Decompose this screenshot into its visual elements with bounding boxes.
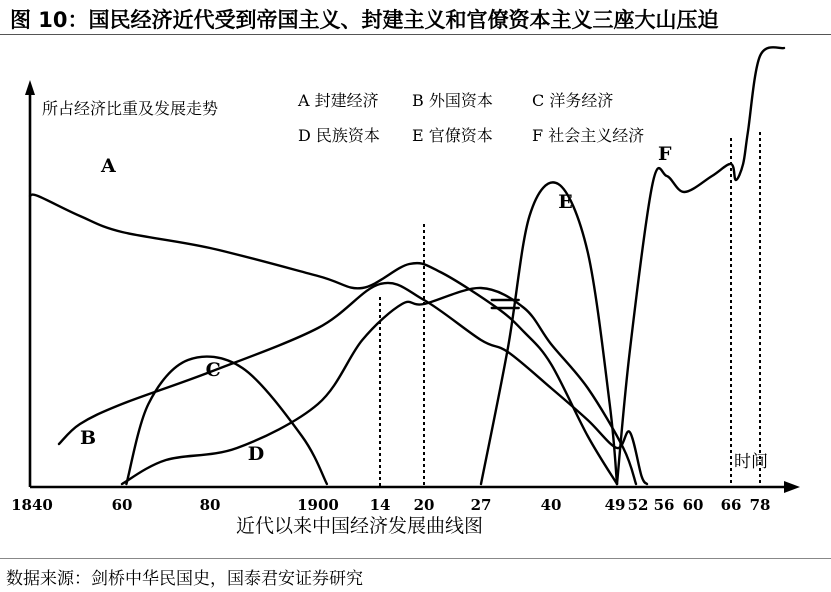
x-tick-40: 40 [540, 496, 562, 514]
series-line-b [59, 283, 647, 484]
x-axis-title: 近代以来中国经济发展曲线图 [236, 515, 484, 537]
x-tick-labels [11, 496, 770, 514]
legend-item-d: D 民族资本 [298, 126, 380, 145]
series-line-f [617, 47, 784, 484]
x-tick-1840: 1840 [11, 496, 53, 514]
source-divider [0, 558, 831, 559]
x-axis-arrow-icon [784, 481, 800, 493]
x-tick-66: 66 [720, 496, 742, 514]
series-label-c: C [205, 359, 221, 381]
x-tick-60: 60 [682, 496, 704, 514]
legend [297, 91, 644, 145]
x-tick-1900: 1900 [297, 496, 339, 514]
series-line-e [481, 182, 617, 484]
y-axis-arrow-icon [25, 80, 35, 95]
time-axis-label: 时间 [734, 452, 768, 472]
series-label-e: E [558, 191, 573, 213]
legend-item-e: E 官僚资本 [412, 126, 493, 145]
series-label-d: D [247, 443, 265, 465]
y-axis-label: 所占经济比重及发展走势 [42, 99, 219, 118]
x-tick-14: 14 [369, 496, 391, 514]
source-note: 数据来源：剑桥中华民国史，国泰君安证券研究 [6, 569, 363, 589]
x-tick-80: 80 [199, 496, 221, 514]
legend-item-b: B 外国资本 [412, 91, 493, 110]
x-tick-52: 52 [627, 496, 649, 514]
x-tick-20: 20 [413, 496, 435, 514]
series-label-f: F [658, 143, 672, 165]
x-tick-27: 27 [470, 496, 492, 514]
x-tick-56: 56 [653, 496, 675, 514]
legend-item-c: C 洋务经济 [532, 91, 614, 110]
x-tick-78: 78 [749, 496, 771, 514]
series-label-b: B [80, 427, 97, 449]
legend-item-a: A 封建经济 [298, 91, 379, 110]
series-line-a [30, 195, 617, 484]
x-tick-49: 49 [604, 496, 626, 514]
figure-title: 图 10：国民经济近代受到帝国主义、封建主义和官僚资本主义三座大山压迫 [10, 8, 719, 32]
legend-item-f: F 社会主义经济 [532, 126, 645, 145]
series-label-a: A [101, 155, 116, 177]
x-tick-60: 60 [111, 496, 133, 514]
